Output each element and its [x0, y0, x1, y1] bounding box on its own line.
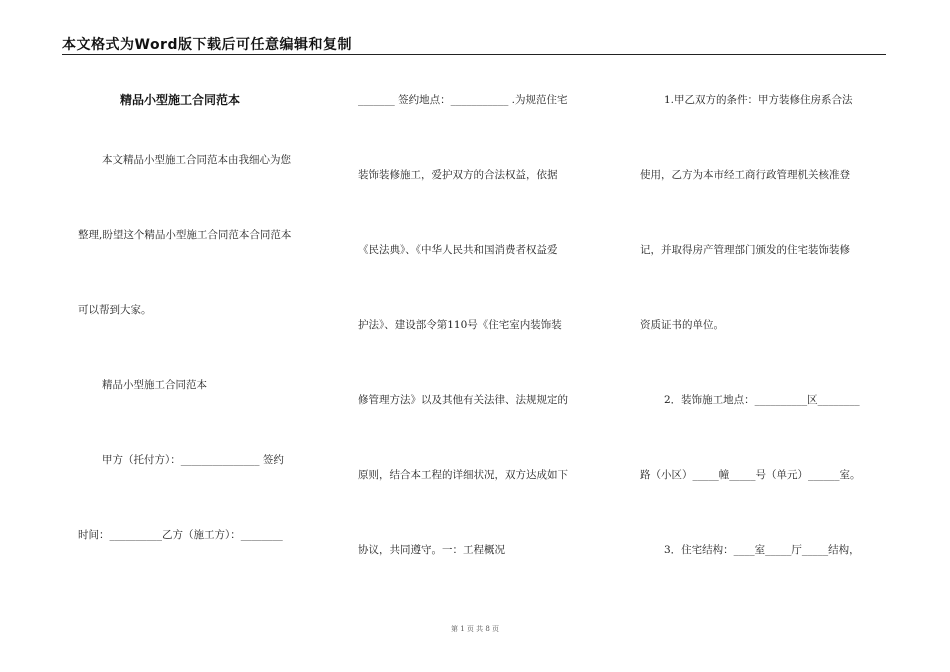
paragraph-line: 协议，共同遵守。一：工程概况	[358, 544, 505, 556]
header-text: 本文格式为Word版下载后可任意编辑和复制	[62, 37, 352, 53]
paragraph-line: 护法》、建设部令第110号《住宅室内装饰装	[358, 319, 562, 331]
page-number: 第 1 页 共 8 页	[450, 625, 500, 633]
paragraph-line: 时间：__________乙方（施工方）：________	[78, 529, 283, 541]
paragraph-line: 路（小区）_____幢_____号（单元）______室。	[640, 469, 861, 481]
paragraph-line: 《民法典》、《中华人民共和国消费者权益爱	[358, 244, 558, 256]
paragraph-line: _______ 签约地点：___________ .为规范住宅	[358, 94, 568, 106]
paragraph-line: 本文精品小型施工合同范本由我细心为您	[102, 154, 291, 166]
paragraph-line: 资质证书的单位。	[640, 319, 724, 331]
paragraph-line: 甲方（托付方）：_______________ 签约	[102, 454, 284, 466]
paragraph-line: 修管理方法》以及其他有关法律、法规规定的	[358, 394, 568, 406]
paragraph-line: 原则，结合本工程的详细状况，双方达成如下	[358, 469, 568, 481]
paragraph-line: 3．住宅结构：____室_____厅_____结构，	[664, 544, 860, 556]
section-heading: 精品小型施工合同范本	[102, 379, 207, 391]
column-3	[640, 0, 890, 672]
paragraph-line: 整理,盼望这个精品小型施工合同范本合同范本	[78, 229, 292, 241]
paragraph-line: 1.甲乙双方的条件：甲方装修住房系合法	[664, 94, 853, 106]
paragraph-line: 2．装饰施工地点：__________区________	[664, 394, 860, 406]
paragraph-line: 装饰装修施工，爱护双方的合法权益，依据	[358, 169, 558, 181]
column-2	[358, 0, 606, 672]
column-1	[78, 0, 328, 672]
document-title: 精品小型施工合同范本	[120, 93, 241, 107]
paragraph-line: 使用，乙方为本市经工商行政管理机关核准登	[640, 169, 850, 181]
paragraph-line: 记，并取得房产管理部门颁发的住宅装饰装修	[640, 244, 850, 256]
paragraph-line: 可以帮到大家。	[78, 304, 152, 316]
